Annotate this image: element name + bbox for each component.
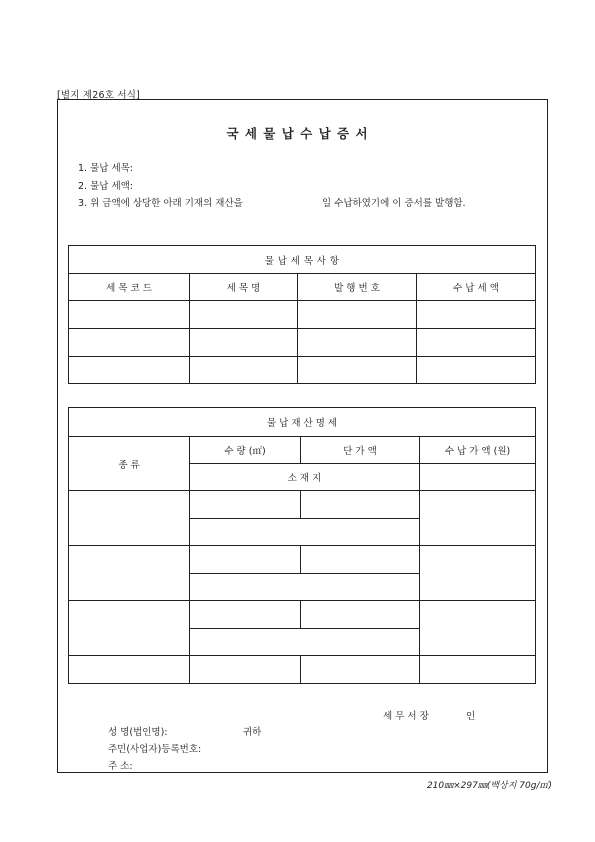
location-cell[interactable] xyxy=(190,629,420,656)
issue-number-cell[interactable] xyxy=(298,357,417,384)
table-row xyxy=(69,329,536,357)
received-tax-amount-cell[interactable] xyxy=(417,329,536,357)
table-row xyxy=(69,301,536,329)
address-label: 주 소: xyxy=(108,761,133,772)
item-statement-part2: 일 수납하였기에 이 증서를 발행함. xyxy=(322,198,466,209)
property-details-table xyxy=(68,407,536,684)
table-row xyxy=(69,656,536,684)
table-row xyxy=(69,357,536,384)
header-received-tax-amount: 수 납 세 액 xyxy=(417,274,536,301)
location-cell[interactable] xyxy=(190,574,420,601)
location-cell[interactable] xyxy=(190,519,420,546)
header-issue-number: 발 행 번 호 xyxy=(298,274,417,301)
table-row xyxy=(69,491,536,519)
tax-name-cell[interactable] xyxy=(190,329,298,357)
issue-number-cell[interactable] xyxy=(298,301,417,329)
issue-number-cell[interactable] xyxy=(298,329,417,357)
header-tax-code: 세 목 코 드 xyxy=(69,274,190,301)
received-tax-amount-cell[interactable] xyxy=(417,357,536,384)
unit-price-cell[interactable] xyxy=(301,491,420,519)
received-value-cell[interactable] xyxy=(420,491,536,546)
honorific-label: 귀하 xyxy=(243,727,262,738)
table-row xyxy=(69,546,536,574)
received-value-cell[interactable] xyxy=(420,546,536,601)
received-value-cell[interactable] xyxy=(420,656,536,684)
tax-items-table xyxy=(68,245,536,384)
unit-price-cell[interactable] xyxy=(301,546,420,574)
seal-mark: 인 xyxy=(466,711,476,722)
header-type: 종 류 xyxy=(69,437,190,491)
form-number-label: [별지 제26호 서식] xyxy=(57,90,141,101)
header-unit-price: 단 가 액 xyxy=(301,437,420,464)
unit-price-cell[interactable] xyxy=(301,656,420,684)
property-type-cell[interactable] xyxy=(69,491,190,546)
tax-items-table-title: 물 납 세 목 사 항 xyxy=(69,246,536,274)
paper-spec-label: 210㎜×297㎜(백상지 70g/㎡) xyxy=(426,781,552,791)
tax-code-cell[interactable] xyxy=(69,329,190,357)
quantity-cell[interactable] xyxy=(190,546,301,574)
property-type-cell[interactable] xyxy=(69,601,190,656)
header-tax-name: 세 목 명 xyxy=(190,274,298,301)
table-row xyxy=(69,601,536,629)
tax-office-head-label: 세 무 서 장 xyxy=(383,711,429,722)
header-received-value: 수 납 가 액 (원) xyxy=(420,437,536,464)
header-quantity: 수 량 (㎡) xyxy=(190,437,301,464)
item-tax-amount: 2. 물납 세액: xyxy=(78,181,134,192)
quantity-cell[interactable] xyxy=(190,491,301,519)
quantity-cell[interactable] xyxy=(190,656,301,684)
tax-code-cell[interactable] xyxy=(69,357,190,384)
header-location: 소 재 지 xyxy=(190,464,420,491)
property-table-title: 물 납 재 산 명 세 xyxy=(69,408,536,437)
tax-code-cell[interactable] xyxy=(69,301,190,329)
property-type-cell[interactable] xyxy=(69,656,190,684)
received-tax-amount-cell[interactable] xyxy=(417,301,536,329)
name-label: 성 명(법인명): xyxy=(108,727,168,738)
tax-name-cell[interactable] xyxy=(190,357,298,384)
unit-price-cell[interactable] xyxy=(301,601,420,629)
document-title: 국 세 물 납 수 납 증 서 xyxy=(226,126,369,141)
item-tax-type: 1. 물납 세목: xyxy=(78,163,134,174)
received-value-cell[interactable] xyxy=(420,601,536,656)
quantity-cell[interactable] xyxy=(190,601,301,629)
tax-name-cell[interactable] xyxy=(190,301,298,329)
registration-number-label: 주민(사업자)등록번호: xyxy=(108,744,202,755)
item-statement-part1: 3. 위 금액에 상당한 아래 기재의 재산을 xyxy=(78,198,243,209)
property-type-cell[interactable] xyxy=(69,546,190,601)
